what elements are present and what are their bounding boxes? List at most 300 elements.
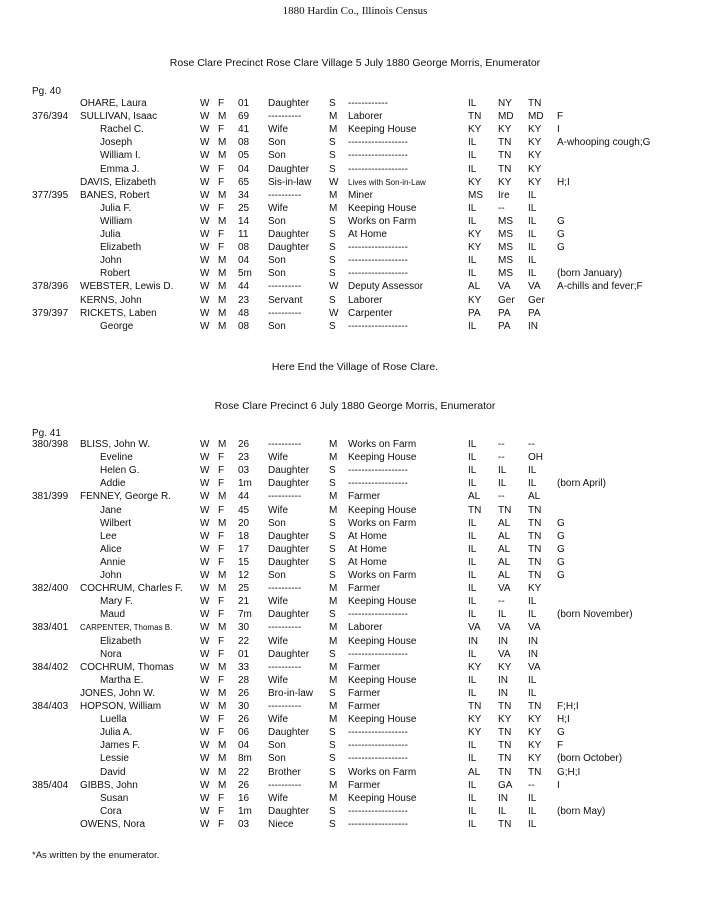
occupation-cell: Carpenter [348,307,393,319]
father-birthplace-cell: AL [498,530,511,542]
person-name: Maud [100,609,126,621]
dwelling-number: 384/403 [32,701,69,712]
race-cell: W [200,242,210,254]
relationship-cell: Son [268,150,286,162]
father-birthplace-cell: PA [498,320,511,332]
marital-status-cell: S [329,648,336,660]
father-birthplace-cell: VA [498,622,511,634]
father-birthplace-cell: GA [498,779,513,791]
notes-cell: G [557,229,565,240]
mother-birthplace-cell: TN [528,543,542,555]
dwelling-number: 381/399 [32,491,69,503]
birthplace-cell: MS [468,189,483,201]
person-name: Lessie [100,753,129,765]
relationship-cell: Son [268,753,286,765]
mother-birthplace-cell: IL [528,674,537,686]
sex-cell: F [218,452,225,464]
race-cell: W [200,229,210,240]
person-name: Martha E. [100,674,144,686]
father-birthplace-cell: MS [498,229,513,240]
father-birthplace-cell: VA [498,648,511,660]
age-cell: 41 [238,124,250,136]
occupation-cell: At Home [348,530,387,542]
marital-status-cell: M [329,792,338,804]
sex-cell: M [218,294,227,306]
sex-cell: M [218,740,227,752]
mother-birthplace-cell: -- [528,779,535,791]
age-cell: 05 [238,150,250,162]
father-birthplace-cell: TN [498,753,512,765]
person-name: Susan [100,792,129,804]
notes-cell: H;I [557,714,570,726]
father-birthplace-cell: -- [498,452,505,464]
mother-birthplace-cell: PA [528,307,541,319]
marital-status-cell: M [329,189,338,201]
race-cell: W [200,635,210,647]
relationship-cell: Daughter [268,98,310,109]
father-birthplace-cell: IL [498,805,507,817]
birthplace-cell: IL [468,818,477,830]
father-birthplace-cell: TN [498,766,512,778]
race-cell: W [200,255,210,267]
table-row [0,752,710,765]
table-row [0,608,710,621]
relationship-cell: Daughter [268,805,310,817]
birthplace-cell: AL [468,491,481,503]
mother-birthplace-cell: TN [528,98,542,109]
dwelling-number: 376/394 [32,111,69,123]
occupation-cell: Farmer [348,701,381,712]
sex-cell: M [218,661,227,673]
notes-cell: F;H;I [557,701,579,712]
table-row [0,451,710,464]
mother-birthplace-cell: KY [528,163,542,175]
table-row [0,713,710,726]
marital-status-cell: M [329,661,338,673]
person-name: James F. [100,740,141,752]
sex-cell: M [218,268,227,280]
person-name: BLISS, John W. [80,439,151,450]
sex-cell: M [218,189,227,201]
age-cell: 03 [238,465,250,477]
table-row [0,477,710,490]
sex-cell: F [218,805,225,817]
person-name: Cora [100,805,122,817]
race-cell: W [200,189,210,201]
sex-cell: F [218,674,225,686]
mother-birthplace-cell: IL [528,792,537,804]
sex-cell: M [218,687,227,699]
relationship-cell: Wife [268,452,288,464]
occupation-cell: Keeping House [348,596,417,608]
relationship-cell: ---------- [268,111,302,123]
notes-cell: G [557,727,565,739]
relationship-cell: Niece [268,818,294,830]
sex-cell: F [218,163,225,175]
birthplace-cell: IL [468,465,477,477]
mother-birthplace-cell: IL [528,687,537,699]
father-birthplace-cell: IN [498,674,508,686]
person-name: Nora [100,648,122,660]
person-name: Rachel C. [100,124,144,136]
father-birthplace-cell: Ger [498,294,515,306]
notes-cell: (born January) [557,268,623,280]
occupation-cell: ------------------ [348,805,408,817]
father-birthplace-cell: -- [498,596,505,608]
person-name: Helen G. [100,465,140,477]
race-cell: W [200,439,210,450]
page-label-40: Pg. 40 [32,86,61,97]
table-row [0,805,710,818]
age-cell: 08 [238,320,250,332]
race-cell: W [200,137,210,149]
marital-status-cell: M [329,202,338,214]
dwelling-number: 379/397 [32,307,69,319]
mother-birthplace-cell: KY [528,714,542,726]
section2-heading: Rose Clare Precinct 6 July 1880 George Morris, Enumerator [214,400,496,412]
occupation-cell: ------------------ [348,320,408,332]
relationship-cell: Daughter [268,229,310,240]
table-row [0,320,710,333]
marital-status-cell: S [329,150,336,162]
table-row [0,163,710,176]
mother-birthplace-cell: IL [528,255,537,267]
birthplace-cell: IL [468,202,477,214]
person-name: JONES, John W. [80,687,156,699]
occupation-cell: ------------------ [348,242,408,254]
mother-birthplace-cell: IN [528,320,538,332]
mother-birthplace-cell: IL [528,805,537,817]
relationship-cell: ---------- [268,189,302,201]
race-cell: W [200,609,210,621]
sex-cell: F [218,504,225,516]
father-birthplace-cell: -- [498,439,505,450]
person-name: Alice [100,543,122,555]
relationship-cell: ---------- [268,701,302,712]
birthplace-cell: KY [468,124,482,136]
relationship-cell: Wife [268,792,288,804]
occupation-cell: ------------------ [348,137,408,149]
table-row [0,530,710,543]
age-cell: 08 [238,242,250,254]
father-birthplace-cell: AL [498,556,511,568]
occupation-cell: ------------------ [348,255,408,267]
marital-status-cell: S [329,517,336,529]
birthplace-cell: IL [468,543,477,555]
marital-status-cell: S [329,478,336,490]
occupation-cell: Works on Farm [348,570,417,581]
person-name: George [100,320,134,332]
age-cell: 01 [238,648,250,660]
marital-status-cell: S [329,609,336,621]
person-name: Wilbert [100,517,132,529]
race-cell: W [200,622,210,634]
mother-birthplace-cell: KY [528,740,542,752]
mother-birthplace-cell: -- [528,439,535,450]
marital-status-cell: S [329,268,336,280]
father-birthplace-cell: -- [498,491,505,503]
birthplace-cell: KY [468,229,482,240]
occupation-cell: ------------------ [348,727,408,739]
race-cell: W [200,504,210,516]
sex-cell: F [218,465,225,477]
occupation-cell: Keeping House [348,792,417,804]
mother-birthplace-cell: TN [528,570,542,581]
birthplace-cell: TN [468,504,482,516]
notes-cell: G [557,570,565,581]
table-row [0,136,710,149]
birthplace-cell: IL [468,98,477,109]
age-cell: 25 [238,583,250,595]
father-birthplace-cell: KY [498,661,512,673]
marital-status-cell: M [329,124,338,136]
sex-cell: F [218,478,225,490]
birthplace-cell: IL [468,596,477,608]
mother-birthplace-cell: IL [528,202,537,214]
marital-status-cell: M [329,701,338,712]
mother-birthplace-cell: IL [528,268,537,280]
father-birthplace-cell: Ire [498,189,510,201]
father-birthplace-cell: TN [498,504,512,516]
age-cell: 22 [238,635,250,647]
marital-status-cell: M [329,439,338,450]
father-birthplace-cell: IN [498,792,508,804]
notes-cell: G [557,556,565,568]
occupation-cell: Works on Farm [348,215,417,227]
father-birthplace-cell: IL [498,465,507,477]
race-cell: W [200,530,210,542]
mother-birthplace-cell: VA [528,281,541,293]
relationship-cell: ---------- [268,307,302,319]
person-name: Jane [100,504,122,516]
table-row [0,582,710,595]
age-cell: 28 [238,674,250,686]
birthplace-cell: IL [468,137,477,149]
marital-status-cell: M [329,111,338,123]
person-name: Julia [100,229,121,240]
race-cell: W [200,805,210,817]
race-cell: W [200,215,210,227]
mother-birthplace-cell: TN [528,504,542,516]
table-row [0,110,710,123]
table-row [0,648,710,661]
age-cell: 44 [238,281,250,293]
birthplace-cell: AL [468,766,481,778]
relationship-cell: Son [268,255,286,267]
age-cell: 04 [238,255,250,267]
person-name: WEBSTER, Lewis D. [80,281,174,293]
occupation-cell: At Home [348,543,387,555]
table-row [0,215,710,228]
person-name: Addie [100,478,126,490]
relationship-cell: Son [268,517,286,529]
race-cell: W [200,281,210,293]
father-birthplace-cell: IN [498,687,508,699]
relationship-cell: ---------- [268,779,302,791]
notes-cell: G [557,242,565,254]
relationship-cell: Daughter [268,242,310,254]
table-row [0,739,710,752]
marital-status-cell: M [329,714,338,726]
birthplace-cell: IL [468,648,477,660]
occupation-cell: Keeping House [348,674,417,686]
race-cell: W [200,740,210,752]
occupation-cell: At Home [348,556,387,568]
marital-status-cell: M [329,583,338,595]
table-row [0,123,710,136]
father-birthplace-cell: NY [498,98,512,109]
notes-cell: G [557,215,565,227]
age-cell: 16 [238,792,250,804]
race-cell: W [200,98,210,109]
father-birthplace-cell: AL [498,543,511,555]
birthplace-cell: IL [468,740,477,752]
notes-cell: (born April) [557,478,606,490]
relationship-cell: Son [268,268,286,280]
person-name: CARPENTER, Thomas B. [80,623,173,633]
relationship-cell: Brother [268,766,301,778]
mother-birthplace-cell: IL [528,242,537,254]
age-cell: 15 [238,556,250,568]
mother-birthplace-cell: IL [528,596,537,608]
notes-cell: (born November) [557,609,633,621]
race-cell: W [200,583,210,595]
age-cell: 48 [238,307,250,319]
birthplace-cell: IL [468,255,477,267]
sex-cell: M [218,766,227,778]
notes-cell: F [557,740,564,752]
dwelling-number: 383/401 [32,622,69,634]
birthplace-cell: IL [468,163,477,175]
person-name: Lee [100,530,117,542]
race-cell: W [200,452,210,464]
marital-status-cell: S [329,215,336,227]
table-row [0,97,710,110]
sex-cell: F [218,818,225,830]
age-cell: 26 [238,439,250,450]
marital-status-cell: S [329,98,336,109]
marital-status-cell: S [329,242,336,254]
marital-status-cell: S [329,740,336,752]
occupation-cell: ------------------ [348,609,408,621]
person-name: DAVIS, Elizabeth [80,176,156,188]
person-name: RICKETS, Laben [80,307,157,319]
mother-birthplace-cell: IN [528,635,538,647]
age-cell: 30 [238,701,250,712]
relationship-cell: Wife [268,635,288,647]
village-end-note: Here End the Village of Rose Clare. [271,361,439,373]
age-cell: 45 [238,504,250,516]
age-cell: 23 [238,452,250,464]
table-row [0,202,710,215]
notes-cell: G [557,530,565,542]
birthplace-cell: IL [468,687,477,699]
occupation-cell: ------------------ [348,268,408,280]
age-cell: 14 [238,215,250,227]
relationship-cell: Wife [268,596,288,608]
age-cell: 23 [238,294,250,306]
relationship-cell: Servant [268,294,303,306]
race-cell: W [200,570,210,581]
age-cell: 01 [238,98,250,109]
birthplace-cell: IL [468,792,477,804]
occupation-cell: Laborer [348,111,383,123]
father-birthplace-cell: VA [498,583,511,595]
table-row [0,792,710,805]
age-cell: 65 [238,176,250,188]
father-birthplace-cell: TN [498,818,512,830]
birthplace-cell: IL [468,268,477,280]
age-cell: 1m [238,805,252,817]
mother-birthplace-cell: KY [528,124,542,136]
marital-status-cell: W [329,176,339,188]
age-cell: 26 [238,779,250,791]
relationship-cell: ---------- [268,583,302,595]
mother-birthplace-cell: IL [528,215,537,227]
mother-birthplace-cell: OH [528,452,543,464]
notes-cell: A-whooping cough;G [557,137,651,149]
relationship-cell: Bro-in-law [268,687,314,699]
occupation-cell: Works on Farm [348,766,417,778]
sex-cell: M [218,779,227,791]
mother-birthplace-cell: TN [528,556,542,568]
relationship-cell: Wife [268,504,288,516]
birthplace-cell: IL [468,150,477,162]
person-name: Joseph [100,137,133,149]
marital-status-cell: S [329,137,336,149]
age-cell: 08 [238,137,250,149]
table-row [0,490,710,503]
occupation-cell: Farmer [348,491,381,503]
marital-status-cell: S [329,753,336,765]
dwelling-number: 384/402 [32,661,69,673]
table-row [0,543,710,556]
birthplace-cell: VA [468,622,481,634]
marital-status-cell: S [329,687,336,699]
race-cell: W [200,556,210,568]
sex-cell: F [218,124,225,136]
mother-birthplace-cell: IL [528,818,537,830]
race-cell: W [200,674,210,686]
occupation-cell: Farmer [348,583,381,595]
footnote: *As written by the enumerator. [32,850,160,861]
sex-cell: F [218,176,225,188]
age-cell: 18 [238,530,250,542]
table-row [0,569,710,582]
birthplace-cell: IL [468,674,477,686]
mother-birthplace-cell: KY [528,727,542,739]
occupation-cell: Keeping House [348,635,417,647]
sex-cell: F [218,635,225,647]
race-cell: W [200,792,210,804]
race-cell: W [200,517,210,529]
notes-cell: H;I [557,176,570,188]
page-label-41: Pg. 41 [32,428,61,439]
marital-status-cell: W [329,281,339,293]
father-birthplace-cell: VA [498,281,511,293]
relationship-cell: Son [268,570,286,581]
mother-birthplace-cell: AL [528,491,541,503]
marital-status-cell: S [329,543,336,555]
table-row [0,228,710,241]
person-name: William I. [100,150,141,162]
sex-cell: M [218,570,227,581]
race-cell: W [200,176,210,188]
sex-cell: F [218,229,225,240]
table-row [0,517,710,530]
birthplace-cell: KY [468,714,482,726]
birthplace-cell: IL [468,439,477,450]
